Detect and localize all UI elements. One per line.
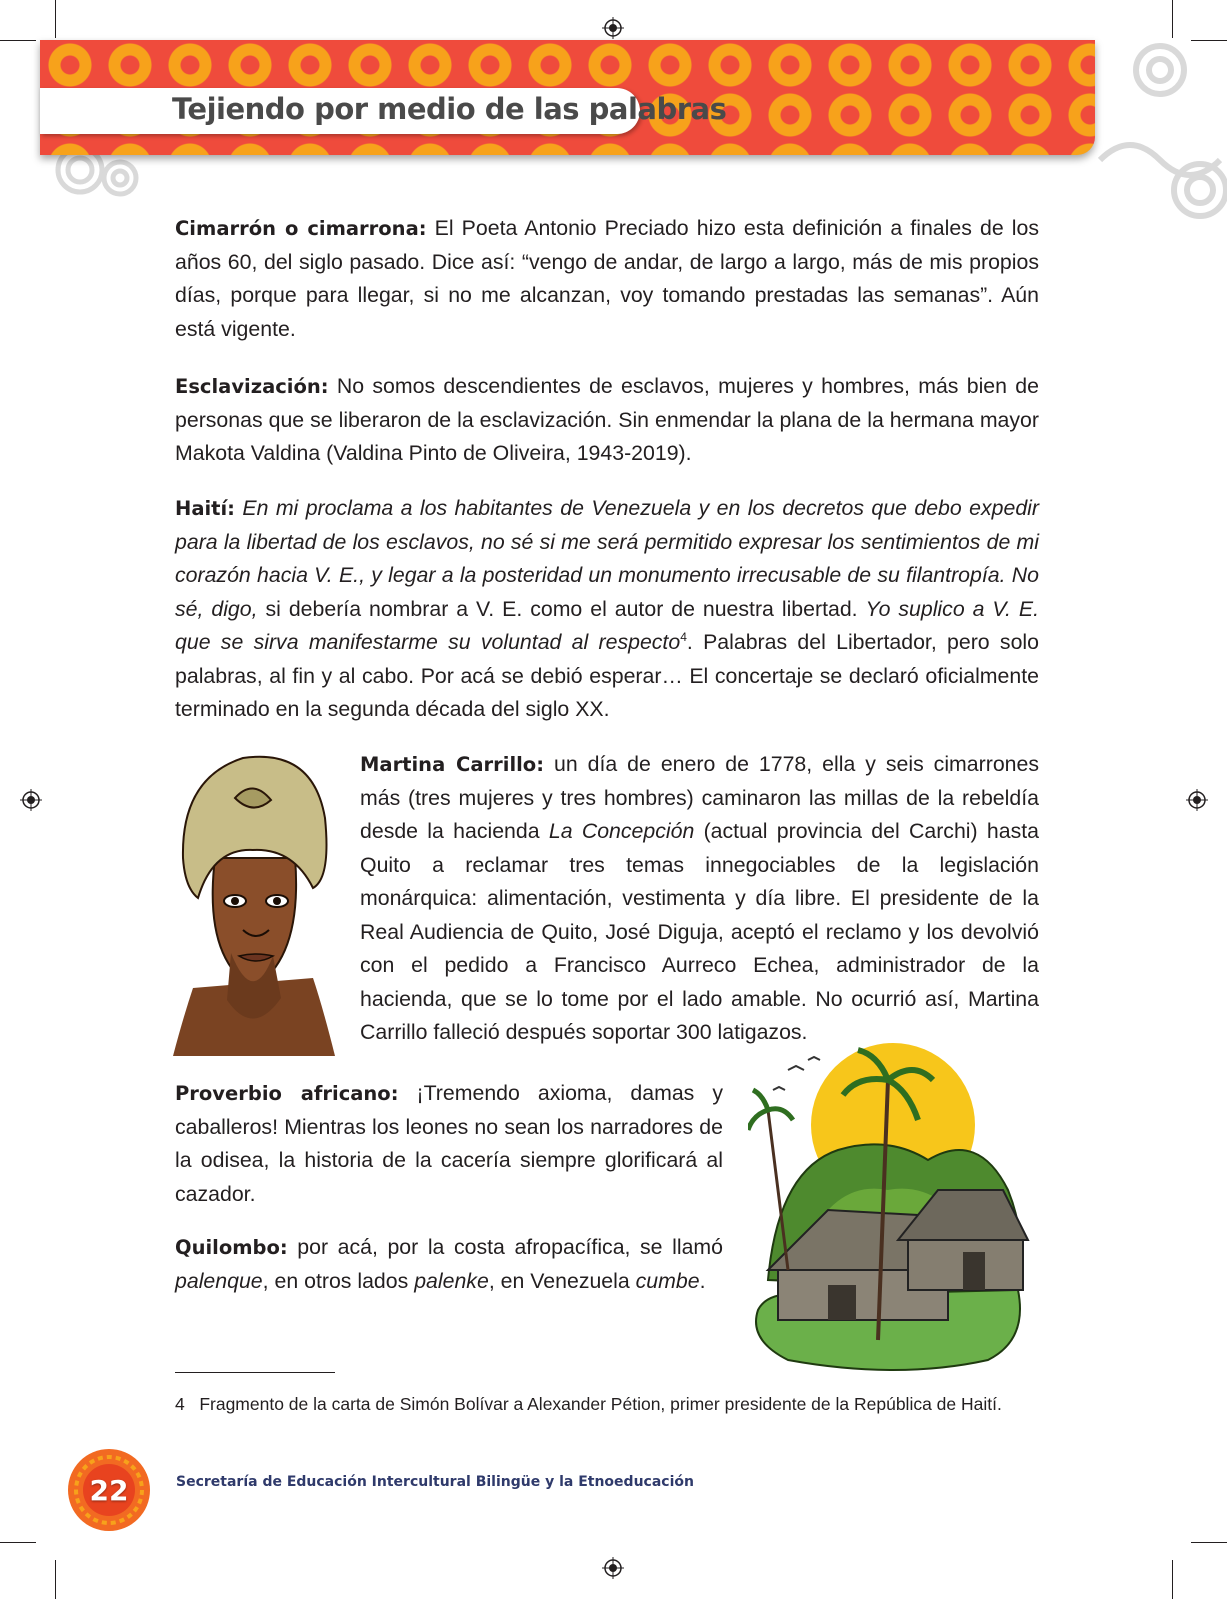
- entry-quote: Yo suplico a V. E. que se sirva manifestarme su voluntad al respecto: [175, 596, 1039, 654]
- decorative-swirl-icon: [40, 150, 150, 220]
- footnote-reference[interactable]: 4: [680, 629, 687, 644]
- section-title-box: [40, 88, 727, 134]
- glossary-entry-esclavizacion: [175, 370, 1039, 471]
- entry-text: si debería nombrar a V. E. como el autor de nuestra libertad.: [257, 596, 866, 621]
- footnote-text: Fragmento de la carta de Simón Bolívar a Alexander Pétion, primer presidente de la República de Haití.: [199, 1394, 1002, 1414]
- portrait-illustration: [173, 738, 335, 1058]
- page-number: 22: [89, 1473, 129, 1507]
- entry-term: Proverbio africano:: [175, 1082, 399, 1105]
- entry-text: ¡Tremendo axioma, damas y caballeros! Mientras los leones no sean los narradores de la odisea, la historia de la cacería siempre glorificará al cazador.: [175, 1081, 723, 1206]
- entry-text: No somos descendientes de esclavos, mujeres y hombres, más bien de personas que se liberaron de la esclavización. Sin enmendar la plana de la hermana mayor Makota Valdina (Valdina Pinto de Oliveira, 1943-2019).: [175, 374, 1039, 465]
- crop-mark: [55, 1560, 56, 1599]
- glossary-entry-proverbio: [175, 1077, 723, 1211]
- village-illustration: [748, 1040, 1038, 1375]
- entry-quote: En mi proclama a los habitantes de Venezuela y en los decretos que debo expedir para la libertad de los esclavos, no sé si me será permitido expresar los sentimientos de mi corazón hacia V. E., y legar a la posteridad un monumento irrecusable de su filantropía. No sé, digo,: [175, 496, 1039, 621]
- entry-emphasis: La Concepción: [548, 819, 695, 843]
- glossary-entry-cimarron: [175, 212, 1039, 346]
- glossary-entry-haiti: [175, 492, 1039, 727]
- entry-text: , en otros lados: [262, 1268, 415, 1293]
- crop-mark: [55, 0, 56, 38]
- registration-mark-icon: [1186, 789, 1208, 811]
- crop-mark: [0, 1542, 36, 1543]
- entry-text: por acá, por la costa afropacífica, se llamó: [287, 1235, 723, 1259]
- entry-text: (actual provincia del Carchi) hasta Quito a reclamar tres temas innegociables de la legislación monárquica: alimentación, vestimenta y día libre. El presidente de la Real Audiencia de Quito, José Diguja, aceptó el reclamo y los devolvió con el pedido a Francisco Aurreco Echea, administrador de la hacienda, que se lo tome por el lado amable. No ocurrió así, Martina Carrillo falleció después soportar 300 latigazos.: [360, 819, 1039, 1044]
- entry-text: , en Venezuela: [488, 1268, 636, 1293]
- crop-mark: [1172, 1560, 1173, 1599]
- crop-mark: [1191, 1542, 1227, 1543]
- entry-emphasis: cumbe: [635, 1268, 700, 1293]
- entry-text: . Palabras del Libertador, pero solo palabras, al fin y al cabo. Por acá se debió esperar… El concertaje se declaró oficialmente terminado en la segunda década del siglo XX.: [175, 630, 1039, 721]
- registration-mark-icon: [602, 17, 624, 39]
- crop-mark: [1172, 0, 1173, 38]
- footnote-number: 4: [175, 1394, 185, 1414]
- entry-text: un día de enero de 1778, ella y seis cimarrones más (tres mujeres y tres hombres) caminaron las millas de la rebeldía desde la hacienda: [360, 752, 1040, 843]
- entry-term: Cimarrón o cimarrona:: [175, 217, 427, 240]
- entry-term: Haití:: [175, 497, 235, 520]
- footnote: [175, 1392, 1039, 1417]
- glossary-entry-martina-carrillo: [360, 748, 1039, 1050]
- entry-term: Esclavización:: [175, 375, 329, 398]
- entry-text: .: [699, 1268, 706, 1293]
- decorative-swirl-icon: [1090, 40, 1227, 220]
- crop-mark: [0, 40, 36, 41]
- entry-term: Martina Carrillo:: [360, 753, 545, 776]
- section-title: Tejiendo por medio de las palabras: [172, 92, 727, 126]
- registration-mark-icon: [20, 789, 42, 811]
- entry-text: El Poeta Antonio Preciado hizo esta definición a finales de los años 60, del siglo pasado. Dice así: “vengo de andar, de largo a largo, más de mis propios días, porque para llegar, si no me alcanzan, voy tomando prestadas las semanas”. Aún está vigente.: [175, 216, 1039, 341]
- footer-organization: Secretaría de Educación Intercultural Bilingüe y la Etnoeducación: [176, 1474, 694, 1490]
- entry-emphasis: palenque: [175, 1268, 263, 1293]
- glossary-entry-quilombo: [175, 1231, 723, 1298]
- footnote-divider: [175, 1372, 335, 1373]
- entry-emphasis: palenke: [414, 1268, 489, 1293]
- registration-mark-icon: [602, 1557, 624, 1579]
- entry-term: Quilombo:: [175, 1236, 288, 1259]
